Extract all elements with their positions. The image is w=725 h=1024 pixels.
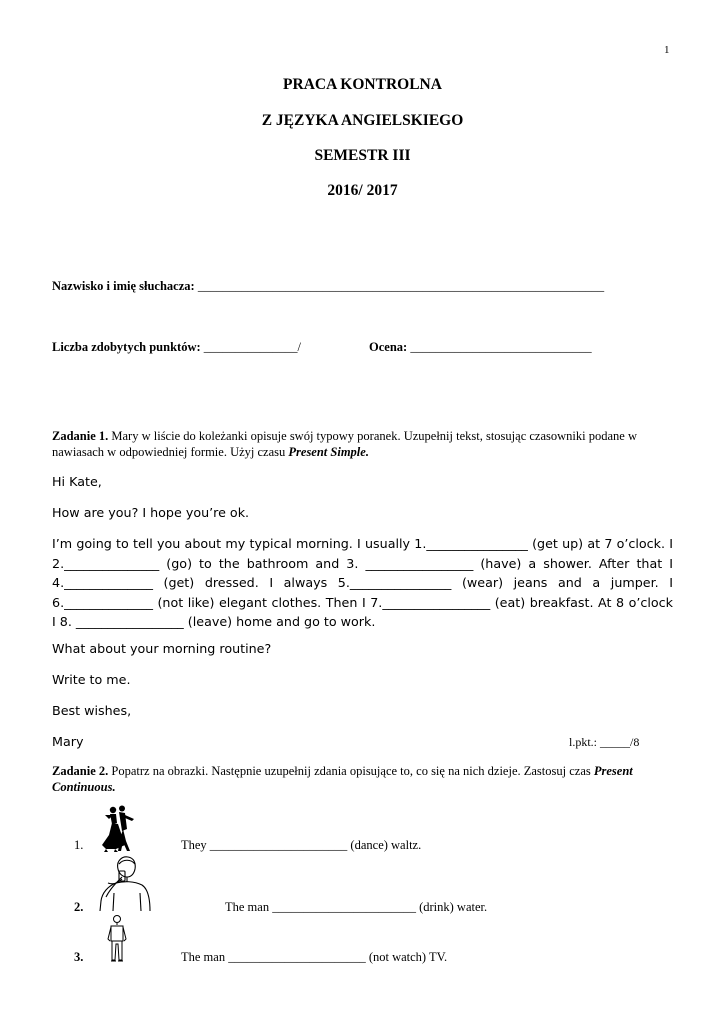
task2-label: Zadanie 2. [52, 764, 109, 778]
title-line-4: 2016/ 2017 [327, 182, 398, 199]
task1-instruction [52, 428, 674, 460]
title-line-3: SEMESTR III [314, 147, 411, 164]
task1-tense: Present Simple. [288, 445, 369, 459]
task2-item-2-text: The man _______________________ (drink) water. [225, 900, 488, 914]
student-name-label: Nazwisko i imię słuchacza: [52, 279, 195, 293]
points-field[interactable] [52, 340, 301, 355]
title-line-1: PRACA KONTROLNA [283, 76, 442, 93]
task2-item-3-number: 3. [74, 950, 84, 964]
points-label: Liczba zdobytych punktów: [52, 340, 201, 354]
task2-instruction [52, 763, 674, 795]
task1-label: Zadanie 1. [52, 429, 109, 443]
grade-label: Ocena: [369, 340, 408, 354]
standing-man-icon [106, 914, 128, 964]
letter-question: What about your morning routine? [52, 641, 272, 656]
letter-write: Write to me. [52, 672, 131, 687]
student-name-blank[interactable]: _________________________________________________________________ [197, 279, 605, 293]
letter-paragraph: I’m going to tell you about my typical morning. I usually 1.________________ (get up) at 7 o’clock. I 2._______________ (go) to the bathroom and 3. _________________ (have) a shower. After that I 4.______________ (get) dressed. I always 5.________________ (wear) jeans and a jumper. I 6.______________ (not like) elegant clothes. Then I 7._________________ (eat) breakfast. At 8 o’clock I 8. _________________ (leave) home and go to work. [52, 536, 673, 629]
task2-item-3-text: The man ______________________ (not watch) TV. [181, 950, 448, 964]
task2-item-1-text: They ______________________ (dance) waltz. [181, 838, 422, 852]
task2-instruction-text: Popatrz na obrazki. Następnie uzupełnij zdania opisujące to, co się na nich dzieje. Zastosuj czas [111, 764, 591, 778]
task2-item-1-number: 1. [74, 838, 84, 852]
letter-wishes: Best wishes, [52, 703, 132, 718]
task1-points: l.pkt.: _____/8 [569, 735, 640, 749]
letter-hello: How are you? I hope you’re ok. [52, 505, 250, 520]
task2-tense: Present Continuous. [52, 764, 633, 794]
title-line-2: Z JĘZYKA ANGIELSKIEGO [261, 112, 464, 129]
points-blank[interactable]: _______________/ [203, 340, 301, 354]
letter-signature: Mary [52, 734, 84, 749]
grade-blank[interactable]: _____________________________ [410, 340, 592, 354]
student-name-field[interactable] [52, 279, 604, 294]
dancing-couple-icon [92, 805, 142, 853]
letter-greeting: Hi Kate, [52, 474, 102, 489]
man-drinking-icon [96, 853, 156, 911]
grade-field[interactable] [369, 340, 592, 355]
page-number: 1 [664, 44, 670, 56]
task1-instruction-text: Mary w liście do koleżanki opisuje swój typowy poranek. Uzupełnij tekst, stosując czasowniki podane w nawiasach w odpowiedniej formie. Użyj czasu [52, 429, 637, 459]
task2-item-2-number: 2. [74, 900, 84, 914]
